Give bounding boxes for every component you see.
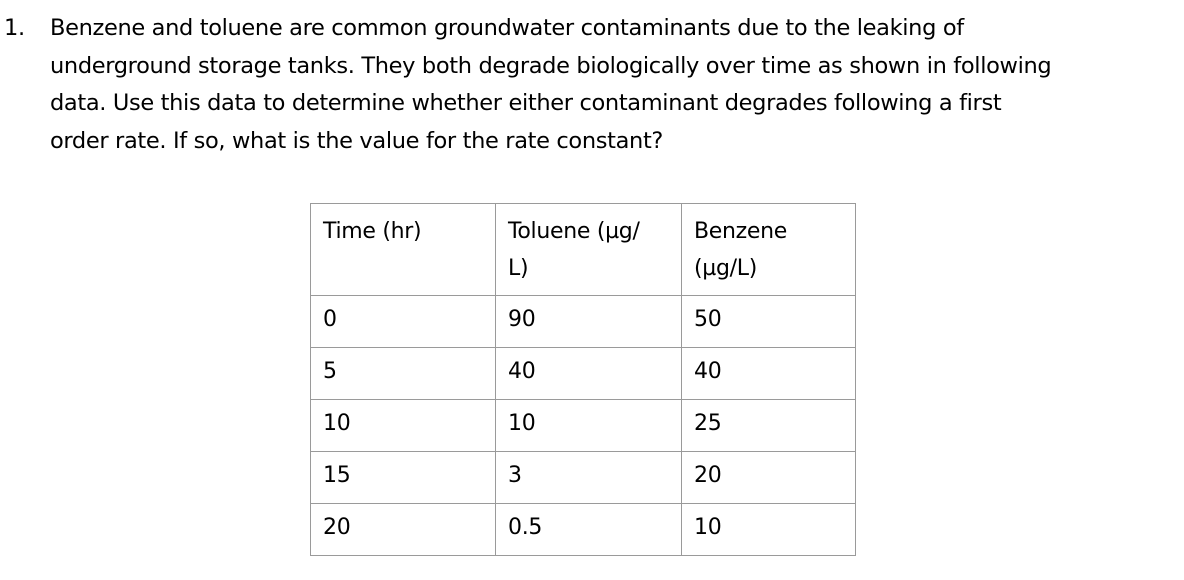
header-toluene (496, 204, 682, 296)
cell-benzene (682, 296, 856, 348)
cell-time-value: 0 (323, 307, 337, 332)
cell-toluene-value: 90 (508, 307, 536, 332)
cell-time-value: 10 (323, 411, 351, 436)
header-toluene-label-line2: L) (508, 256, 529, 281)
question-line: underground storage tanks. They both degrade biologically over time as shown in following (50, 52, 1052, 79)
cell-time (311, 348, 496, 400)
cell-benzene-value: 40 (694, 359, 722, 384)
cell-toluene-value: 3 (508, 463, 522, 488)
cell-benzene-value: 25 (694, 411, 722, 436)
cell-time-value: 15 (323, 463, 351, 488)
cell-benzene-value: 10 (694, 515, 722, 540)
cell-time (311, 296, 496, 348)
cell-toluene (496, 348, 682, 400)
cell-time (311, 400, 496, 452)
table-row (311, 296, 856, 348)
cell-time (311, 504, 496, 556)
table-row (311, 452, 856, 504)
header-time-label: Time (hr) (323, 219, 422, 244)
header-benzene-label: Benzene (694, 219, 788, 244)
table-row (311, 348, 856, 400)
cell-benzene-value: 20 (694, 463, 722, 488)
table-header-row (311, 204, 856, 296)
cell-toluene (496, 504, 682, 556)
cell-time-value: 5 (323, 359, 337, 384)
cell-toluene (496, 400, 682, 452)
cell-benzene (682, 348, 856, 400)
degradation-data-table (310, 203, 856, 556)
table-row (311, 400, 856, 452)
cell-time-value: 20 (323, 515, 351, 540)
cell-toluene-value: 40 (508, 359, 536, 384)
question-line: order rate. If so, what is the value for the rate constant? (50, 127, 664, 154)
question-number: 1. (4, 15, 25, 41)
cell-toluene (496, 452, 682, 504)
cell-toluene-value: 0.5 (508, 515, 543, 540)
cell-toluene-value: 10 (508, 411, 536, 436)
cell-time (311, 452, 496, 504)
question-block (4, 10, 1180, 160)
cell-benzene (682, 452, 856, 504)
cell-benzene-value: 50 (694, 307, 722, 332)
header-time (311, 204, 496, 296)
header-toluene-label: Toluene (µg/ (508, 219, 640, 244)
question-line: Benzene and toluene are common groundwater contaminants due to the leaking of (50, 15, 964, 41)
header-benzene-label-line2: (µg/L) (694, 256, 757, 281)
cell-toluene (496, 296, 682, 348)
cell-benzene (682, 504, 856, 556)
cell-benzene (682, 400, 856, 452)
header-benzene (682, 204, 856, 296)
table-row (311, 504, 856, 556)
question-text (50, 10, 1180, 160)
question-line: data. Use this data to determine whether either contaminant degrades following a first (50, 90, 1002, 116)
